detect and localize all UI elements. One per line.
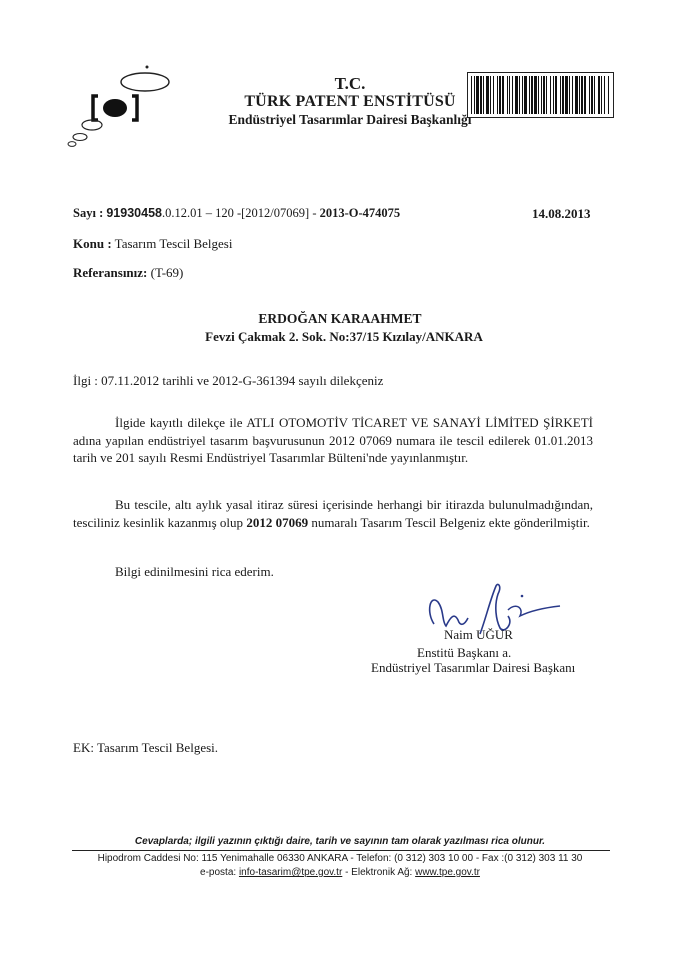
barcode-bar	[515, 76, 518, 114]
p2-text-c: numaralı Tasarım Tescil Belgeniz ekte gönderilmiştir.	[308, 514, 590, 530]
ilgi-line: İlgi : 07.11.2012 tarihli ve 2012-G-361394 sayılı dilekçeniz	[73, 373, 384, 388]
signatory-title-1: Enstitü Başkanı a.	[417, 645, 512, 660]
reference-line	[73, 265, 183, 281]
email-label: e-posta:	[200, 867, 239, 878]
barcode-bar	[608, 76, 609, 114]
barcode-bar	[471, 76, 472, 114]
barcode-bar	[553, 76, 554, 114]
sayi-num: 91930458	[106, 206, 162, 220]
barcode-bar	[565, 76, 568, 114]
header-tc: T.C.	[334, 74, 366, 93]
barcode-bar	[493, 76, 494, 114]
barcode-bar	[560, 76, 561, 114]
barcode-bar	[502, 76, 504, 114]
konu-value: Tasarım Tescil Belgesi	[111, 236, 233, 251]
barcode-bar	[497, 76, 498, 114]
barcode-bar	[507, 76, 508, 114]
reference-number	[73, 206, 400, 221]
header-department: Endüstriyel Tasarımlar Dairesi Başkanlığı	[228, 112, 472, 127]
web-label: - Elektronik Ağ:	[342, 867, 416, 878]
body-paragraph-1: İlgide kayıtlı dilekçe ile ATLI OTOMOTİV TİCARET VE SANAYİ LİMİTED ŞİRKETİ adına yapılan endüstriyel tasarım başvurusunun 2012 07069 numara ile tescil edilerek 01.01.2013 tarih ve 201 sayılı Resmi Endüstriyel Tasarımlar Bülteni'nde yayınlanmıştır.	[73, 415, 593, 465]
barcode-bar	[604, 76, 605, 114]
barcode-bar	[598, 76, 600, 114]
barcode-bar	[594, 76, 595, 114]
barcode-bar	[474, 76, 475, 114]
recipient-name: ERDOĞAN KARAAHMET	[258, 311, 422, 326]
barcode-bar	[538, 76, 539, 114]
subject-line	[73, 236, 232, 252]
recipient-address: Fevzi Çakmak 2. Sok. No:37/15 Kızılay/ANKARA	[205, 329, 483, 344]
barcode-bar	[543, 76, 545, 114]
barcode-bar	[589, 76, 590, 114]
barcode-bar	[555, 76, 557, 114]
p2-registration-no: 2012 07069	[246, 514, 309, 530]
barcode-bar	[541, 76, 542, 114]
barcode-bar	[591, 76, 593, 114]
barcode-bar	[569, 76, 570, 114]
signatory-title-2: Endüstriyel Tasarımlar Dairesi Başkanı	[371, 660, 576, 675]
barcode-bar	[480, 76, 482, 114]
document-date: 14.08.2013	[532, 206, 591, 221]
barcode-bar	[476, 76, 479, 114]
signatory-name: Naim UĞUR	[444, 627, 513, 642]
barcode-bar	[546, 76, 547, 114]
barcode-bar	[512, 76, 513, 114]
footer-note: Cevaplarda; ilgili yazının çıktığı daire, tarih ve sayının tam olarak yazılması rica olunur.	[134, 836, 546, 847]
sayi-tail: 2013-O-474075	[319, 206, 401, 220]
barcode-bar	[490, 76, 491, 114]
barcode	[467, 72, 614, 118]
sayi-separator: :	[95, 206, 107, 220]
barcode-bar	[550, 76, 551, 114]
barcode-bar	[534, 76, 537, 114]
ref-value: (T-69)	[147, 265, 184, 280]
barcode-bar	[486, 76, 489, 114]
barcode-bar	[524, 76, 527, 114]
barcode-bar	[483, 76, 484, 114]
attachment-line: EK: Tasarım Tescil Belgesi.	[73, 740, 219, 755]
barcode-bar	[584, 76, 586, 114]
barcode-bar	[522, 76, 523, 114]
barcode-bar	[531, 76, 533, 114]
p2-text-a: Bu tescile, altı aylık yasal itiraz süresi içerisinde herhangi bir itirazda bulunulmadığından, tesciliniz kesinlik kazanmış olup	[73, 497, 593, 530]
barcode-bar	[519, 76, 520, 114]
footer-divider	[72, 850, 610, 851]
barcode-bar	[499, 76, 501, 114]
footer-address: Hipodrom Caddesi No: 115 Yenimahalle 06330 ANKARA - Telefon: (0 312) 303 10 00 - Fax :(0 312) 303 11 30	[97, 853, 583, 864]
body-paragraph-2	[73, 496, 593, 531]
barcode-bar	[529, 76, 530, 114]
barcode-bar	[579, 76, 580, 114]
konu-label: Konu :	[73, 236, 112, 251]
sayi-label: Sayı	[73, 206, 96, 220]
barcode-bar	[575, 76, 578, 114]
footer-contact	[0, 867, 680, 878]
header-institute: TÜRK PATENT ENSTİTÜSÜ	[244, 93, 456, 110]
barcode-bar	[581, 76, 583, 114]
barcode-bar	[601, 76, 602, 114]
email-link[interactable]: info-tasarim@tpe.gov.tr	[238, 867, 343, 878]
barcode-bar	[572, 76, 573, 114]
body-paragraph-3: Bilgi edinilmesini rica ederim.	[115, 564, 274, 579]
ref-label: Referansınız:	[73, 265, 148, 280]
web-link[interactable]: www.tpe.gov.tr	[415, 867, 480, 878]
barcode-bar	[562, 76, 564, 114]
barcode-bar	[509, 76, 510, 114]
sayi-rest: .0.12.01 – 120 -[2012/07069] -	[161, 206, 320, 220]
